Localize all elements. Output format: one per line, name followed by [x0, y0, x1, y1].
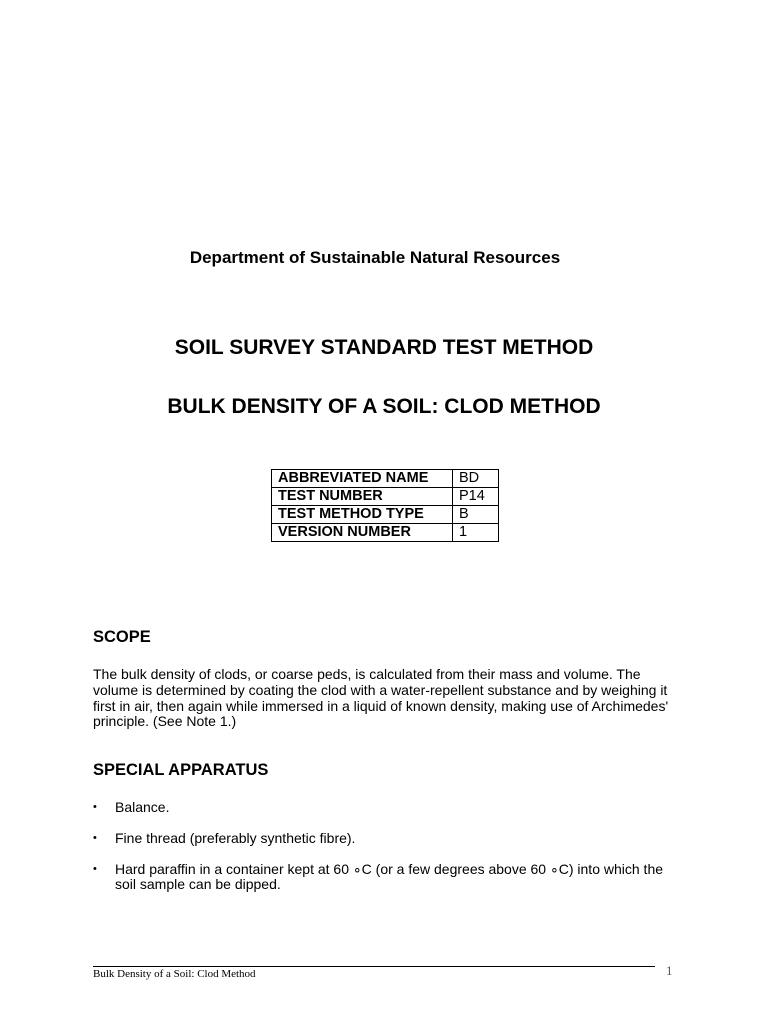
- table-value-cell: 1: [453, 524, 499, 542]
- list-item: [93, 831, 683, 847]
- scope-heading: SCOPE: [93, 628, 151, 646]
- test-info-table: [271, 469, 499, 542]
- bullet-icon: •: [93, 801, 97, 813]
- apparatus-list: [93, 800, 683, 908]
- table-key-cell: TEST METHOD TYPE: [272, 506, 453, 524]
- footer-divider: [93, 966, 655, 967]
- table-row: [272, 488, 499, 506]
- bullet-icon: •: [93, 831, 97, 844]
- table-value-cell: BD: [453, 470, 499, 488]
- department-name: Department of Sustainable Natural Resources: [189, 248, 561, 267]
- table-key-cell: TEST NUMBER: [272, 488, 453, 506]
- footer-text: Bulk Density of a Soil: Clod Method: [93, 968, 256, 980]
- list-item: [93, 800, 683, 816]
- table-key-cell: VERSION NUMBER: [272, 524, 453, 542]
- table-value-cell: B: [453, 506, 499, 524]
- document-title: SOIL SURVEY STANDARD TEST METHOD: [174, 336, 594, 359]
- table-row: [272, 506, 499, 524]
- table-row: [272, 524, 499, 542]
- table-value-cell: P14: [453, 488, 499, 506]
- table-key-cell: ABBREVIATED NAME: [272, 470, 453, 488]
- document-subtitle: BULK DENSITY OF A SOIL: CLOD METHOD: [167, 395, 601, 418]
- list-item-text: Fine thread (preferably synthetic fibre).: [115, 829, 356, 846]
- bullet-icon: •: [93, 862, 97, 875]
- apparatus-heading: SPECIAL APPARATUS: [93, 761, 269, 779]
- scope-paragraph: The bulk density of clods, or coarse peds, is calculated from their mass and volume. The volume is determined by coating the clod with a water-repellent substance and by weighing it first in air, then again while immersed in a liquid of known density, making use of Archimedes' principle. (See Note 1.): [93, 666, 669, 730]
- list-item: [93, 862, 683, 894]
- table-row: [272, 470, 499, 488]
- list-item-text: Balance.: [115, 799, 170, 815]
- list-item-text: Hard paraffin in a container kept at 60 ∘C (or a few degrees above 60 ∘C) into which the soil sample can be dipped.: [115, 860, 664, 893]
- page-number: 1: [666, 963, 673, 978]
